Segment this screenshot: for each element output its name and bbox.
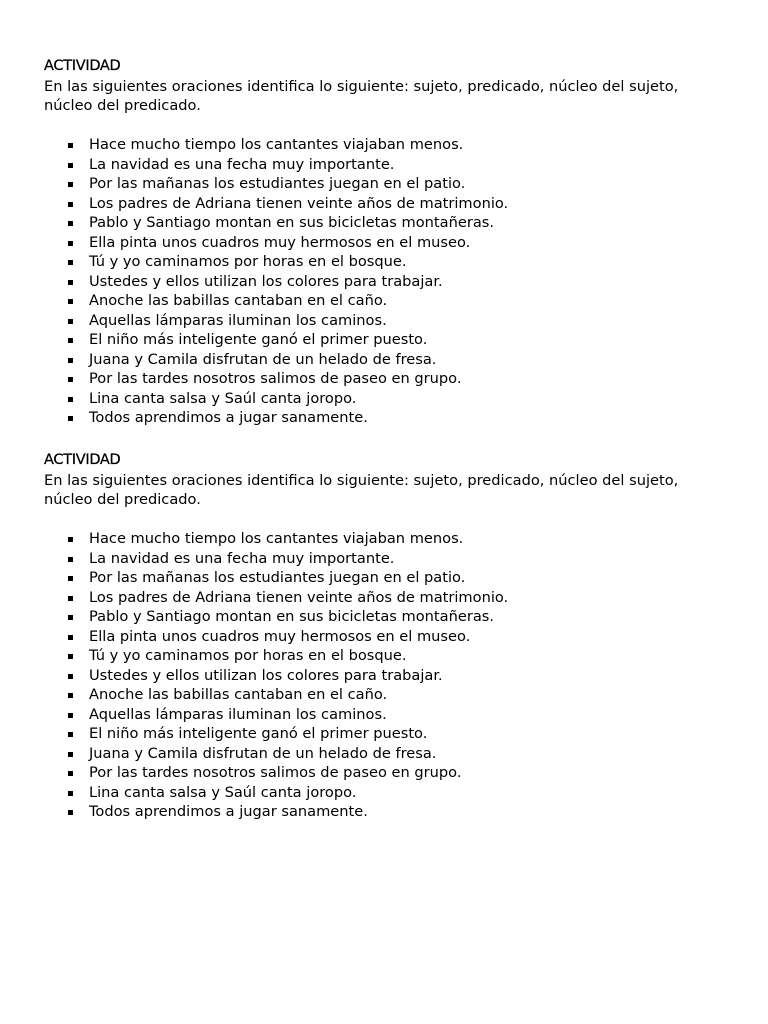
square-bullet-icon (68, 319, 73, 324)
section-instructions: En las siguientes oraciones identifica lo siguiente: sujeto, predicado, núcleo del sujeto, núcleo del predicado. (44, 77, 679, 114)
sentence-text: Los padres de Adriana tienen veinte años de matrimonio. (89, 194, 509, 212)
sentence-text: Todos aprendimos a jugar sanamente. (89, 409, 368, 426)
sentence-text: Lina canta salsa y Saúl canta joropo. (89, 389, 357, 407)
list-item (44, 311, 724, 331)
sentence-text: La navidad es una fecha muy importante. (89, 155, 395, 173)
sentence-text: Pablo y Santiago montan en sus bicicletas montañeras. (89, 608, 494, 625)
sentence-text: Pablo y Santiago montan en sus bicicletas montañeras. (89, 214, 494, 231)
list-item (44, 783, 724, 803)
sentence-text: Ella pinta unos cuadros muy hermosos en el museo. (89, 627, 471, 645)
square-bullet-icon (68, 358, 73, 363)
list-item (44, 627, 724, 647)
list-item (44, 763, 724, 783)
list-item (44, 174, 724, 194)
list-item (44, 549, 724, 569)
list-item (44, 272, 724, 292)
list-item (44, 350, 724, 370)
sentence-text: Por las mañanas los estudiantes juegan en el patio. (89, 569, 466, 586)
list-item (44, 744, 724, 764)
square-bullet-icon (68, 537, 73, 542)
square-bullet-icon (68, 202, 73, 207)
list-item (44, 607, 724, 627)
square-bullet-icon (68, 752, 73, 757)
square-bullet-icon (68, 182, 73, 187)
section-instructions: En las siguientes oraciones identifica lo siguiente: sujeto, predicado, núcleo del sujeto, núcleo del predicado. (44, 471, 679, 508)
list-item (44, 213, 724, 233)
sentence-text: Juana y Camila disfrutan de un helado de fresa. (89, 744, 437, 762)
list-item (44, 389, 724, 409)
activity-section-1 (44, 57, 724, 428)
square-bullet-icon (68, 280, 73, 285)
square-bullet-icon (68, 397, 73, 402)
list-item (44, 666, 724, 686)
list-item (44, 685, 724, 705)
square-bullet-icon (68, 241, 73, 246)
sentence-text: Hace mucho tiempo los cantantes viajaban menos. (89, 136, 464, 153)
sentence-text: Anoche las babillas cantaban en el caño. (89, 292, 388, 309)
square-bullet-icon (68, 377, 73, 382)
square-bullet-icon (68, 557, 73, 562)
list-item (44, 135, 724, 155)
square-bullet-icon (68, 221, 73, 226)
sentence-text: Lina canta salsa y Saúl canta joropo. (89, 783, 357, 801)
list-item (44, 408, 724, 428)
list-item (44, 252, 724, 272)
sentence-text: Hace mucho tiempo los cantantes viajaban menos. (89, 530, 464, 547)
list-item (44, 155, 724, 175)
square-bullet-icon (68, 260, 73, 265)
square-bullet-icon (68, 163, 73, 168)
list-item (44, 330, 724, 350)
sentence-text: Por las tardes nosotros salimos de paseo en grupo. (89, 370, 462, 387)
sentence-text: Juana y Camila disfrutan de un helado de fresa. (89, 350, 437, 368)
square-bullet-icon (68, 635, 73, 640)
square-bullet-icon (68, 299, 73, 304)
activity-section-2 (44, 451, 724, 822)
sentence-text: Todos aprendimos a jugar sanamente. (89, 803, 368, 820)
list-item (44, 724, 724, 744)
square-bullet-icon (68, 713, 73, 718)
sentence-text: El niño más inteligente ganó el primer puesto. (89, 331, 428, 348)
list-item (44, 529, 724, 549)
sentence-text: Los padres de Adriana tienen veinte años de matrimonio. (89, 588, 509, 606)
square-bullet-icon (68, 810, 73, 815)
list-item (44, 291, 724, 311)
sentence-list (44, 135, 724, 428)
sentence-text: Por las tardes nosotros salimos de paseo en grupo. (89, 764, 462, 781)
sentence-text: La navidad es una fecha muy importante. (89, 549, 395, 567)
section-heading: ACTIVIDAD (44, 58, 121, 74)
square-bullet-icon (68, 771, 73, 776)
sentence-text: Ella pinta unos cuadros muy hermosos en el museo. (89, 233, 471, 251)
square-bullet-icon (68, 791, 73, 796)
list-item (44, 369, 724, 389)
sentence-text: Tú y yo caminamos por horas en el bosque. (89, 253, 407, 270)
square-bullet-icon (68, 143, 73, 148)
list-item (44, 802, 724, 822)
sentence-text: El niño más inteligente ganó el primer puesto. (89, 725, 428, 742)
square-bullet-icon (68, 654, 73, 659)
square-bullet-icon (68, 338, 73, 343)
square-bullet-icon (68, 615, 73, 620)
sentence-text: Tú y yo caminamos por horas en el bosque. (89, 647, 407, 664)
sentence-text: Ustedes y ellos utilizan los colores para trabajar. (89, 666, 443, 684)
sentence-text: Aquellas lámparas iluminan los caminos. (89, 311, 387, 329)
square-bullet-icon (68, 732, 73, 737)
list-item (44, 588, 724, 608)
square-bullet-icon (68, 596, 73, 601)
list-item (44, 646, 724, 666)
sentence-text: Por las mañanas los estudiantes juegan en el patio. (89, 175, 466, 192)
list-item (44, 568, 724, 588)
list-item (44, 233, 724, 253)
square-bullet-icon (68, 693, 73, 698)
list-item (44, 194, 724, 214)
sentence-text: Anoche las babillas cantaban en el caño. (89, 686, 388, 703)
section-heading: ACTIVIDAD (44, 452, 121, 468)
sentence-text: Aquellas lámparas iluminan los caminos. (89, 705, 387, 723)
list-item (44, 705, 724, 725)
square-bullet-icon (68, 416, 73, 421)
square-bullet-icon (68, 576, 73, 581)
sentence-list (44, 529, 724, 822)
square-bullet-icon (68, 674, 73, 679)
sentence-text: Ustedes y ellos utilizan los colores para trabajar. (89, 272, 443, 290)
